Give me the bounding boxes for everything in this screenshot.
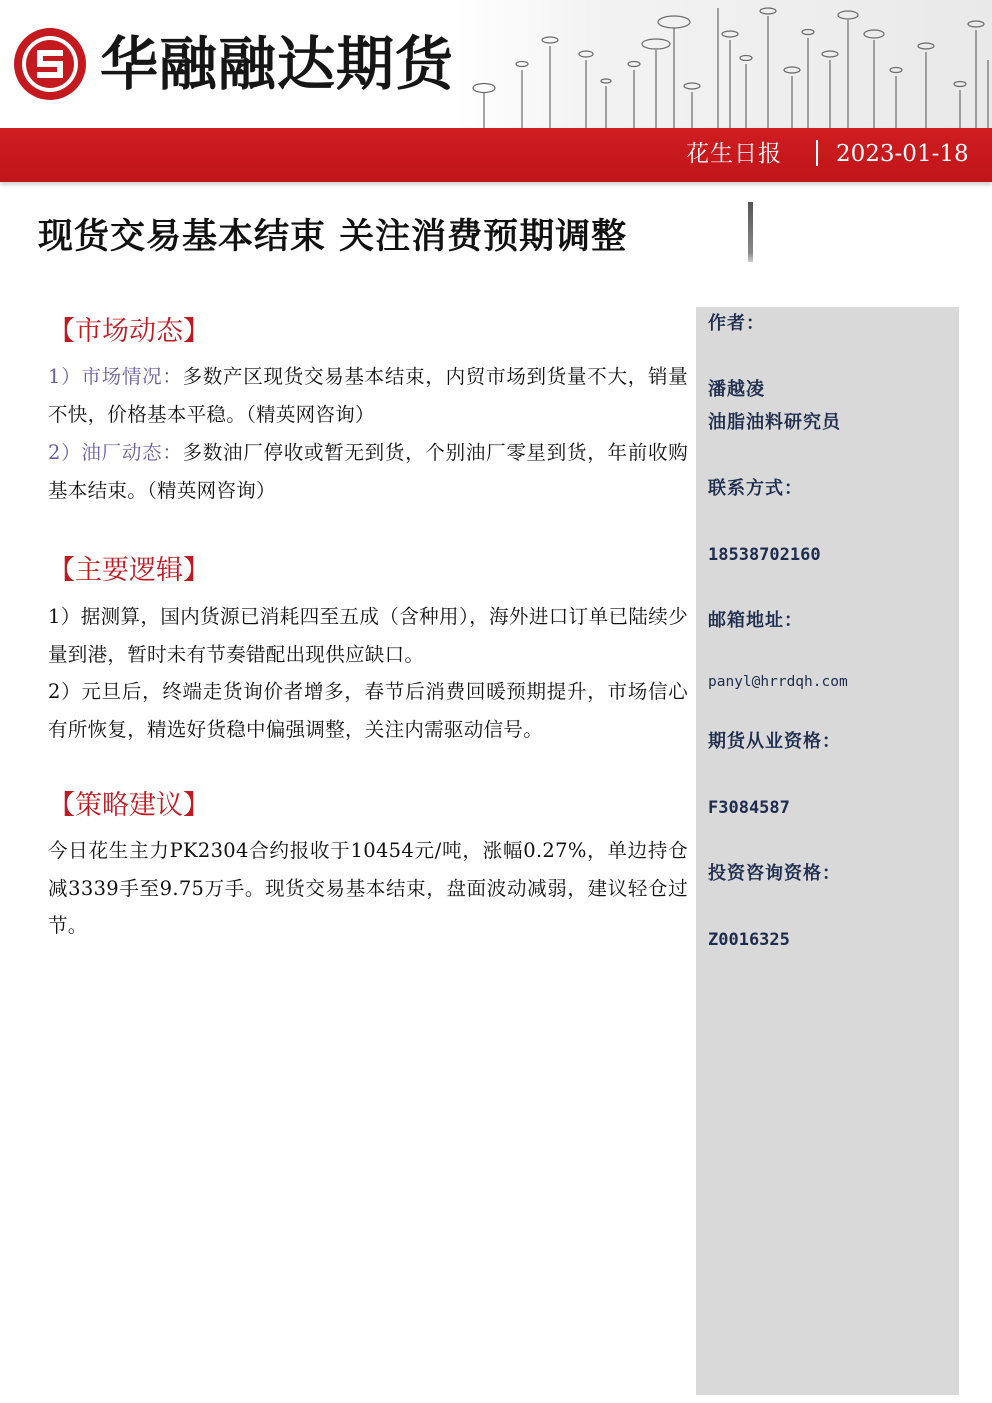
- report-type: 花生日报: [686, 141, 782, 167]
- header-decoration: [456, 0, 992, 128]
- contact-label: 联系方式：: [708, 478, 803, 499]
- advisory-qualification: Z0016325: [708, 930, 790, 950]
- section-heading-strategy: 【策略建议】: [48, 790, 210, 821]
- market-item-1: [48, 358, 688, 433]
- market-item-label: 2）油厂动态：: [48, 441, 183, 464]
- futures-qualification: F3084587: [708, 798, 790, 818]
- market-item-label: 1）市场情况：: [48, 365, 183, 388]
- author-title: 油脂油料研究员: [708, 412, 841, 433]
- company-logo-icon: [12, 26, 88, 102]
- report-date: 2023-01-18: [836, 141, 969, 167]
- section-heading-logic: 【主要逻辑】: [48, 555, 210, 586]
- email-address[interactable]: panyl@hrrdqh.com: [708, 674, 848, 690]
- email-label: 邮箱地址：: [708, 610, 803, 631]
- logic-item-1: 1）据测算，国内货源已消耗四至五成（含种用），海外进口订单已陆续少量到港，暂时未有节奏错配出现供应缺口。: [48, 605, 688, 666]
- market-item-text: 多数产区现货交易基本结束，内贸市场到货量不大，销量不快，价格基本平稳。（精英网咨询）: [48, 365, 688, 426]
- title-rule: [748, 202, 753, 262]
- header-divider: [816, 140, 818, 166]
- author-label: 作者：: [708, 313, 765, 334]
- strategy-text: 今日花生主力PK2304合约报收于10454元/吨，涨幅0.27%，单边持仓减3339手至9.75万手。现货交易基本结束，盘面波动减弱，建议轻仓过节。: [48, 839, 688, 937]
- futures-qualification-label: 期货从业资格：: [708, 731, 841, 752]
- phone-number: 18538702160: [708, 545, 821, 565]
- company-name: 华融融达期货: [100, 30, 455, 98]
- advisory-qualification-label: 投资咨询资格：: [708, 863, 841, 884]
- market-item-2: [48, 434, 688, 509]
- author-name: 潘越凌: [708, 379, 765, 400]
- author-sidebar: [696, 307, 959, 1395]
- report-title: 现货交易基本结束 关注消费预期调整: [38, 216, 628, 257]
- market-item-text: 多数油厂停收或暂无到货，个别油厂零星到货，年前收购基本结束。（精英网咨询）: [48, 441, 688, 502]
- logic-item-2: 2）元旦后，终端走货询价者增多，春节后消费回暖预期提升，市场信心有所恢复，精选好货稳中偏强调整，关注内需驱动信号。: [48, 680, 688, 741]
- section-heading-market: 【市场动态】: [48, 316, 210, 347]
